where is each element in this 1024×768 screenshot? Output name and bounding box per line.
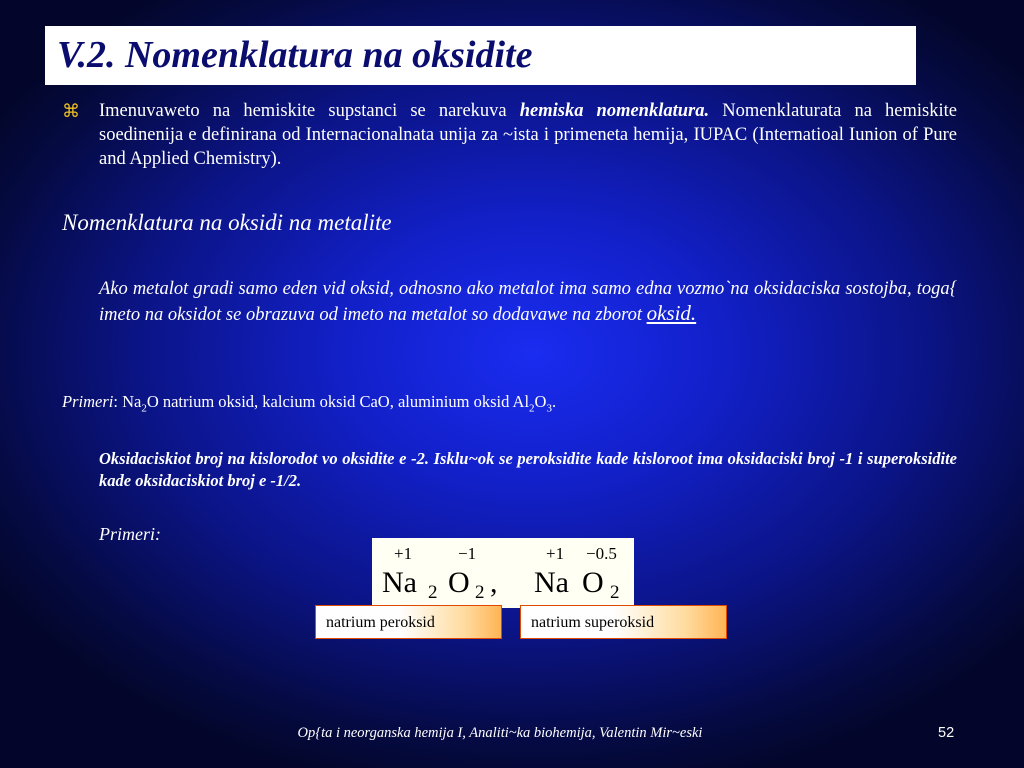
examples-label: Primeri: [62, 392, 114, 411]
formula-o-2: O: [582, 566, 604, 599]
slide-title: V.2. Nomenklatura na oksidite: [57, 34, 533, 76]
examples-o-sub: 3: [546, 402, 552, 415]
formula-na-1-sub: 2: [428, 582, 438, 603]
oxidation-note: Oksidaciskiot broj na kislorodot vo oksidite e -2. Isklu~ok se peroksidite kade kisloroot ima oksidaciski broj -1 i superoksidite kade oksidaciskiot broj e -1/2.: [99, 449, 957, 490]
intro-text-after: Nomenklaturata na hemiskite soedinenija e definirana od Internacionalnata unija za ~ista i primeneta hemija, IUPAC (Internatioal Iunion of Pure and Applied Chemistry).: [99, 101, 957, 169]
examples-na-sub: 2: [141, 402, 147, 415]
ox-number-o-2: −0.5: [586, 544, 617, 563]
formula-box: [372, 538, 634, 608]
intro-text-before: Imenuvaweto na hemiskite supstanci se narekuva: [99, 101, 520, 121]
rule-text: Ako metalot gradi samo eden vid oksid, odnosno ako metalot ima samo edna vozmo`na oksidaciska sostojba, toga{ imeto na oksidot se obrazuva od imeto na metalot so dodavawe na zborot: [99, 279, 957, 325]
footer-text: Op{ta i neorganska hemija I, Analiti~ka biohemija, Valentin Mir~eski: [297, 725, 703, 741]
intro-paragraph: [99, 99, 957, 171]
formula-o-2-sub: 2: [610, 582, 620, 603]
title-box: [45, 26, 916, 85]
examples-colon: :: [113, 392, 123, 411]
examples2-colon: :: [155, 524, 161, 544]
examples-na: Na: [122, 392, 142, 411]
examples-al-sub: 2: [529, 402, 535, 415]
formula-comma: ,: [490, 566, 498, 599]
ox-number-na-2: +1: [546, 544, 565, 563]
label-superoxide: natrium superoksid: [520, 605, 727, 639]
formula-o-1: O: [448, 566, 470, 599]
page-number: 52: [938, 725, 955, 741]
examples-text: O natrium oksid, kalcium oksid CaO, aluminium oksid Al: [146, 392, 530, 411]
rule-keyword: oksid.: [646, 301, 697, 325]
examples-end: .: [551, 392, 557, 411]
examples-line: [62, 392, 556, 414]
ox-number-o-1: −1: [458, 544, 477, 563]
examples-label-2: [99, 524, 161, 545]
ox-number-na-1: +1: [394, 544, 413, 563]
formula-o-1-sub: 2: [475, 582, 485, 603]
intro-bold-term: hemiska nomenklatura.: [519, 101, 710, 121]
bullet-icon: ⌘: [62, 101, 80, 122]
label-peroxide: natrium peroksid: [315, 605, 502, 639]
examples-o: O: [534, 392, 547, 411]
examples2-label: Primeri: [99, 524, 155, 544]
formula-na-1: Na: [382, 566, 417, 599]
formula-na-2: Na: [534, 566, 569, 599]
section-subheading: Nomenklatura na oksidi na metalite: [62, 210, 392, 235]
rule-paragraph: [99, 277, 957, 327]
